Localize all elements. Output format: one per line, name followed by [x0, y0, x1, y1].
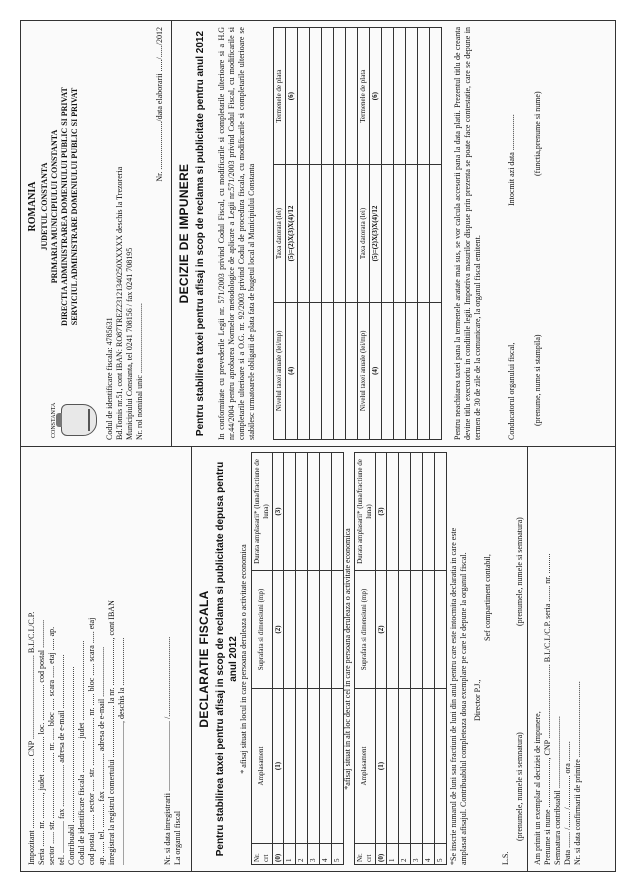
row-number: 3	[308, 844, 320, 865]
registration-number: Nr. si data inregistrarii ................................... /........................................	[163, 636, 172, 865]
address-line: Bd.Tomis nr.51, cont IBAN: RO87TREZ23121340250XXXXX deschis la Trezoreria	[115, 166, 124, 440]
director-label: Director P.J.,	[473, 679, 482, 721]
amplasament-cell[interactable]	[399, 689, 411, 844]
duration-cell[interactable]	[423, 453, 435, 571]
col-header: Suprafata si dimensiuni (mp)	[252, 571, 273, 689]
receipt-line: Prenume si nume ........................, CNP ..................................... B.I./C.I./C.P. seria ........ nr. ..........	[543, 553, 552, 865]
decision-column	[21, 21, 615, 446]
tax-due-cell[interactable]	[381, 165, 393, 302]
tax-level-cell[interactable]	[393, 302, 405, 439]
due-date-cell[interactable]	[405, 28, 417, 165]
tax-level-cell[interactable]	[333, 302, 345, 439]
tax-due-cell[interactable]	[297, 165, 309, 302]
address-block	[105, 27, 145, 440]
row-number: 3	[411, 844, 423, 865]
surface-cell[interactable]	[387, 571, 399, 689]
address-line: Municipiului Constanta, tel 0241 708156 / fax 0241 708195	[125, 247, 134, 440]
address-line: Nr. rol nominal unic ...................................	[135, 303, 144, 440]
receipt-line: Nr. si data confirmarii de primire ......................................	[573, 681, 582, 865]
due-date-cell[interactable]	[309, 28, 321, 165]
col-number: (2)	[375, 571, 387, 689]
taxpayer-line: Contribuabil ..............................................................................	[67, 666, 76, 865]
decision-heading	[177, 27, 208, 440]
amplasament-cell[interactable]	[423, 689, 435, 844]
legal-text: In conformitate cu prevederile Legii nr. 571/2003 privind Codul Fiscal, cu modificarile si completarile ulterioare si a H.G nr.44/2004 pentru aprobarea Normelor metodologice de aplicare a Legii nr.571/2003 privind Codul Fiscal, cu modificarile si completarile ulterioare si a O.G. nr. 92/2003 privind Codul de procedura fiscala, cu modificarile si completarile ulterioare se stabilesc urmatoarele obligatii de plata fata de bugetul local al Municipiului Constanta	[217, 27, 256, 440]
col-number: (2)	[272, 571, 284, 689]
row-number: 4	[423, 844, 435, 865]
amplasament-cell[interactable]	[296, 689, 308, 844]
due-date-cell[interactable]	[345, 28, 357, 165]
col-number: (4)	[369, 302, 381, 439]
col-number: (5)=(2)X(3)X(4)/12	[285, 165, 297, 302]
col-header: Suprafata si dimensiuni (mp)	[355, 571, 376, 689]
col-header: Durata amplasarii* (luna/fractiune de luna)	[355, 453, 376, 571]
tax-due-cell[interactable]	[393, 165, 405, 302]
tax-level-cell[interactable]	[381, 302, 393, 439]
amplasament-cell[interactable]	[320, 689, 332, 844]
section2-label: *afisaj situat in alt loc decat cel in care persoana deruleaza o activitate economica	[343, 528, 352, 790]
tax-level-cell[interactable]	[297, 302, 309, 439]
taxpayer-line: tel. ................ fax ..................... adresa de e-mail ...........................	[57, 654, 66, 865]
row-number: 1	[387, 844, 399, 865]
tax-due-cell[interactable]	[309, 165, 321, 302]
rotated-form	[21, 21, 615, 871]
prepared-caption: (functia,prenume si nume)	[533, 91, 542, 176]
due-date-cell[interactable]	[297, 28, 309, 165]
col-header: Taxa datorata (lei)	[358, 165, 370, 302]
receipt-line: Data ........ /........ /................ ora ..........	[563, 741, 572, 865]
due-date-cell[interactable]	[417, 28, 429, 165]
note-line: *Se inscrie numarul de luni sau fractiuni de luni din anul pentru care este intocmita declaratia in care este	[449, 527, 458, 865]
ls-label: L.S.	[501, 851, 510, 865]
tax-due-cell[interactable]	[345, 165, 357, 302]
taxpayer-line: Seria ........ nr. ............, judet .................. loc. .................. cod postal ..............	[37, 619, 46, 865]
decision-subtitle: Pentru stabilirea taxei pentru afisaj in scop de reclama si publicitate pentru anul 2012	[195, 30, 206, 437]
surface-cell[interactable]	[308, 571, 320, 689]
taxpayer-line: ap. ...... tel. ............ fax .................. adresa de e-mail .........................	[97, 646, 106, 865]
due-date-cell[interactable]	[429, 28, 441, 165]
surface-cell[interactable]	[332, 571, 344, 689]
tax-level-cell[interactable]	[405, 302, 417, 439]
city-hall-label: PRIMARIA MUNICIPIULUI CONSTANTA	[49, 129, 59, 284]
col-number: (3)	[272, 453, 284, 571]
amplasament-cell[interactable]	[284, 689, 296, 844]
col-header: Nivelul taxei anuale (lei/mp)	[358, 302, 370, 439]
receipt-line: Semnatura contribuabil ....................................	[553, 716, 562, 865]
duration-cell[interactable]	[387, 453, 399, 571]
tax-level-cell[interactable]	[309, 302, 321, 439]
col-number: (1)	[272, 689, 284, 844]
duration-cell[interactable]	[435, 453, 447, 571]
surface-cell[interactable]	[435, 571, 447, 689]
due-date-cell[interactable]	[333, 28, 345, 165]
col-number: (6)	[285, 28, 297, 165]
logo-caption: CONSTANTA	[51, 402, 57, 438]
chief-accountant-label: Sef compartiment contabil,	[483, 554, 492, 641]
taxpayer-line: cod postal ........ sector ...... str. ........................ nr. ...... bloc ...... scara ...... etaj	[87, 617, 96, 865]
section1-label: * afisaj situat in locul in care persoana deruleaza o activitate economica	[239, 544, 248, 774]
taxpayer-block	[27, 453, 127, 865]
declaration-heading	[197, 453, 240, 865]
due-date-cell[interactable]	[381, 28, 393, 165]
row-number: 4	[320, 844, 332, 865]
taxpayer-line: inregistrat la registrul comertului .......................... la nr. ......................., cont IBAN	[107, 600, 116, 865]
col-number: (1)	[375, 689, 387, 844]
col-header: Taxa datorata (lei)	[274, 165, 286, 302]
receipt-line: Am primit un exemplar al deciziei de impunere,	[533, 711, 542, 865]
directorate-label: DIRECTIA ADMINISTRAREA DOMENIULUI PUBLIC SI PRIVAT	[59, 87, 69, 326]
tax-level-cell[interactable]	[345, 302, 357, 439]
surface-cell[interactable]	[284, 571, 296, 689]
col-number: (5)=(2)X(3)X(4)/12	[369, 165, 381, 302]
divider	[527, 447, 528, 871]
divider	[171, 21, 172, 446]
declaration-table-1	[251, 452, 344, 865]
surface-cell[interactable]	[399, 571, 411, 689]
prepared-label: Intocmit azi data ..................	[507, 114, 516, 206]
declaration-table-2	[354, 452, 447, 865]
decision-number: Nr. ......................../data elaborarii ....../....../2012	[155, 27, 164, 182]
form-page	[20, 20, 616, 872]
amplasament-cell[interactable]	[387, 689, 399, 844]
amplasament-cell[interactable]	[332, 689, 344, 844]
declaration-title: DECLARATIE FISCALA	[197, 590, 211, 728]
registration-block	[163, 453, 183, 865]
amplasament-cell[interactable]	[411, 689, 423, 844]
amplasament-cell[interactable]	[435, 689, 447, 844]
note-line: amplasat afisajul. Contribuabilul completeaza doua exemplare pe care le depune la organul fiscal.	[459, 552, 468, 865]
signature-caption-right: (prenumele, numele si semnatura)	[515, 517, 524, 626]
due-date-cell[interactable]	[321, 28, 333, 165]
service-label: SERVICIUL ADMINISTRARE DOMENIULUI PUBLIC SI PRIVAT	[69, 87, 79, 326]
duration-cell[interactable]	[411, 453, 423, 571]
duration-cell[interactable]	[320, 453, 332, 571]
taxpayer-line: Impozitant ................................... CNP .......................................... B.I./C.I./C.P.	[27, 611, 36, 865]
tax-level-cell[interactable]	[321, 302, 333, 439]
col-header: Termenele de plata	[358, 28, 370, 165]
amplasament-cell[interactable]	[308, 689, 320, 844]
surface-cell[interactable]	[423, 571, 435, 689]
duration-cell[interactable]	[308, 453, 320, 571]
row-number: 2	[399, 844, 411, 865]
county-label: JUDETUL CONSTANTA	[39, 162, 49, 251]
col-header: Nivelul taxei anuale (lei/mp)	[274, 302, 286, 439]
row-number: 2	[296, 844, 308, 865]
tax-due-cell[interactable]	[321, 165, 333, 302]
head-label: Conducatorul organului fiscal,	[507, 342, 516, 440]
head-caption: (prenume, nume si stampila)	[533, 334, 542, 426]
row-number: 5	[435, 844, 447, 865]
declaration-subtitle: Pentru stabilirea taxei pentru afisaj in scop de reclama si publicitate depusa pentru anul 2012	[215, 461, 239, 857]
col-number: (0)	[375, 844, 387, 865]
tax-due-cell[interactable]	[333, 165, 345, 302]
taxpayer-line: ......................................................................., deschis la ........................	[117, 637, 126, 865]
col-number: (4)	[285, 302, 297, 439]
footer-text: Pentru neachitarea taxei pana la termenele aratate mai sus, se vor calcula accesorii pana la data platii. Prezentul titlu de creanta devine titlu executoriu in conditiile legii. Impotriva masurilor dispuse prin prezenta se poate face contestatie, care se depune in termen de 30 de zile de la comunicare, la organul fiscal emitent.	[453, 27, 482, 440]
col-header: Amplasament	[355, 689, 376, 844]
taxpayer-line: sector ...... str. ................................. nr. ...... bloc ...... scara ...... etaj ...... ap.	[47, 626, 56, 865]
decision-table-1	[273, 27, 358, 440]
tax-level-cell[interactable]	[417, 302, 429, 439]
coat-of-arms-icon	[61, 404, 97, 436]
declaration-note	[449, 453, 469, 865]
address-line: Codul de identificare fiscala: 4785631	[105, 317, 114, 440]
divider	[191, 447, 192, 871]
col-header: Durata amplasarii* (luna/fractiune de luna)	[252, 453, 273, 571]
declaration-column	[21, 446, 615, 871]
col-number: (6)	[369, 28, 381, 165]
tax-due-cell[interactable]	[429, 165, 441, 302]
institution-header	[27, 27, 80, 386]
duration-cell[interactable]	[399, 453, 411, 571]
signature-caption-left: (prenumele, numele si semnatura)	[515, 732, 524, 841]
col-number: (0)	[272, 844, 284, 865]
country-label: ROMANIA	[27, 181, 38, 232]
decision-table-2	[357, 27, 442, 440]
row-number: 1	[284, 844, 296, 865]
duration-cell[interactable]	[296, 453, 308, 571]
tax-due-cell[interactable]	[405, 165, 417, 302]
surface-cell[interactable]	[296, 571, 308, 689]
tax-due-cell[interactable]	[417, 165, 429, 302]
surface-cell[interactable]	[320, 571, 332, 689]
tax-level-cell[interactable]	[429, 302, 441, 439]
row-number: 5	[332, 844, 344, 865]
col-header: Nr. crt	[252, 844, 273, 865]
receipt-block	[533, 453, 583, 865]
decision-title: DECIZIE DE IMPUNERE	[177, 163, 191, 304]
col-header: Termenele de plata	[274, 28, 286, 165]
duration-cell[interactable]	[284, 453, 296, 571]
col-number: (3)	[375, 453, 387, 571]
fiscal-body-label: La organul fiscal	[173, 810, 182, 865]
surface-cell[interactable]	[411, 571, 423, 689]
due-date-cell[interactable]	[393, 28, 405, 165]
taxpayer-line: Codul de identificare fiscala ................ judet ........................................	[77, 640, 86, 865]
col-header: Amplasament	[252, 689, 273, 844]
col-header: Nr. crt	[355, 844, 376, 865]
duration-cell[interactable]	[332, 453, 344, 571]
